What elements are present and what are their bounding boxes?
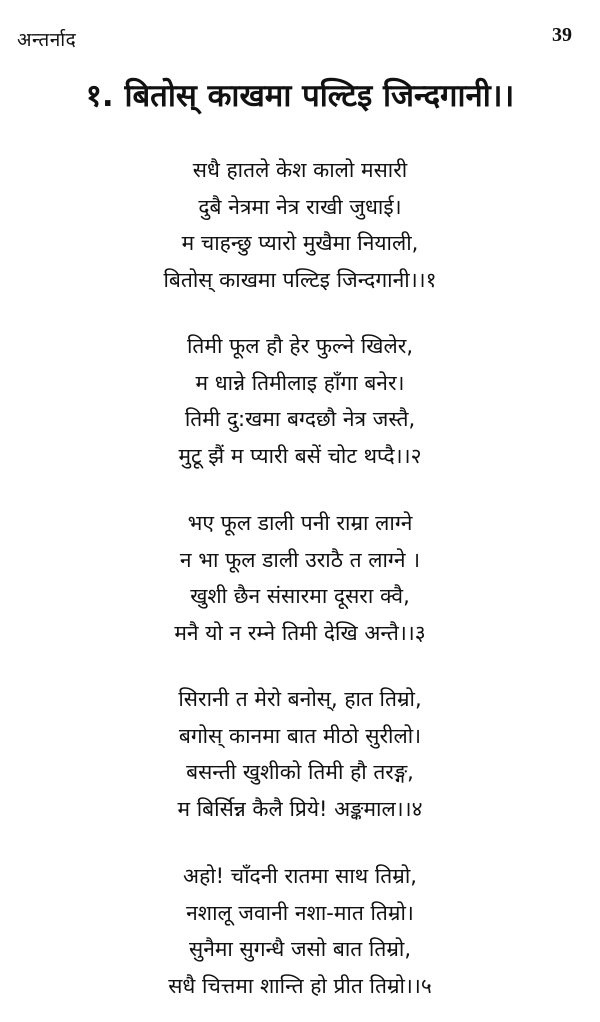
poem-line: बसन्ती खुशीको तिमी हौ तरङ्ग,: [186, 760, 414, 784]
poem-line: खुशी छैन संसारमा दूसरा क्वै,: [190, 584, 410, 608]
stanza-2: [0, 328, 600, 474]
stanza-4: [0, 681, 600, 827]
poem-line: सधै चित्तमा शान्ति हो प्रीत तिम्रो।।५: [168, 973, 432, 998]
poem-line: नशालू जवानी नशा-मात तिम्रो।: [186, 900, 414, 925]
poem-line: मुटू झैं म प्यारी बसें चोट थप्दै।।२: [178, 443, 422, 468]
poem-line: बितोस् काखमा पल्टिइ जिन्दगानी।।१: [163, 267, 437, 292]
poem-line: सधै हातले केश कालो मसारी: [192, 158, 408, 182]
poem-title: १. बितोस् काखमा पल्टिइ जिन्दगानी।।: [85, 78, 515, 114]
poem-line: म धान्ने तिमीलाइ हाँगा बनेर।: [195, 370, 405, 395]
stanza-3: [0, 505, 600, 651]
poem-line: दुबै नेत्रमा नेत्र राखी जुधाई।: [198, 194, 402, 219]
poem-line: म बिर्सिन्न कैलै प्रिये! अङ्कमाल।।४: [177, 796, 423, 821]
poem-line: सिरानी त मेरो बनोस्, हात तिम्रो,: [178, 687, 422, 711]
poem-line: न भा फूल डाली उराठै त लाग्ने ।: [179, 547, 421, 572]
stanza-1: [0, 152, 600, 298]
poem-line: अहो! चाँदनी रातमा साथ तिम्रो,: [183, 864, 417, 888]
poem-line: तिमी दु:खमा बग्दछौ नेत्र जस्तै,: [184, 407, 416, 431]
poem-line: मनै यो न रम्ने तिमी देखि अन्तै।।३: [174, 620, 426, 645]
running-head: अन्तर्नाद: [17, 29, 77, 51]
poem-line: म चाहन्छु प्यारो मुखैमा नियाली,: [181, 231, 419, 255]
poem-line: बगोस् कानमा बात मीठो सुरीलो।: [178, 723, 422, 748]
poem-line: तिमी फूल हौ हेर फुल्ने खिलेर,: [186, 334, 413, 358]
stanza-5: [0, 858, 600, 1004]
poem-line: भए फूल डाली पनी राम्रा लाग्ने: [187, 511, 413, 535]
page-number: 39: [552, 24, 572, 46]
poem-line: सुनैमा सुगन्धै जसो बात तिम्रो,: [189, 937, 411, 961]
